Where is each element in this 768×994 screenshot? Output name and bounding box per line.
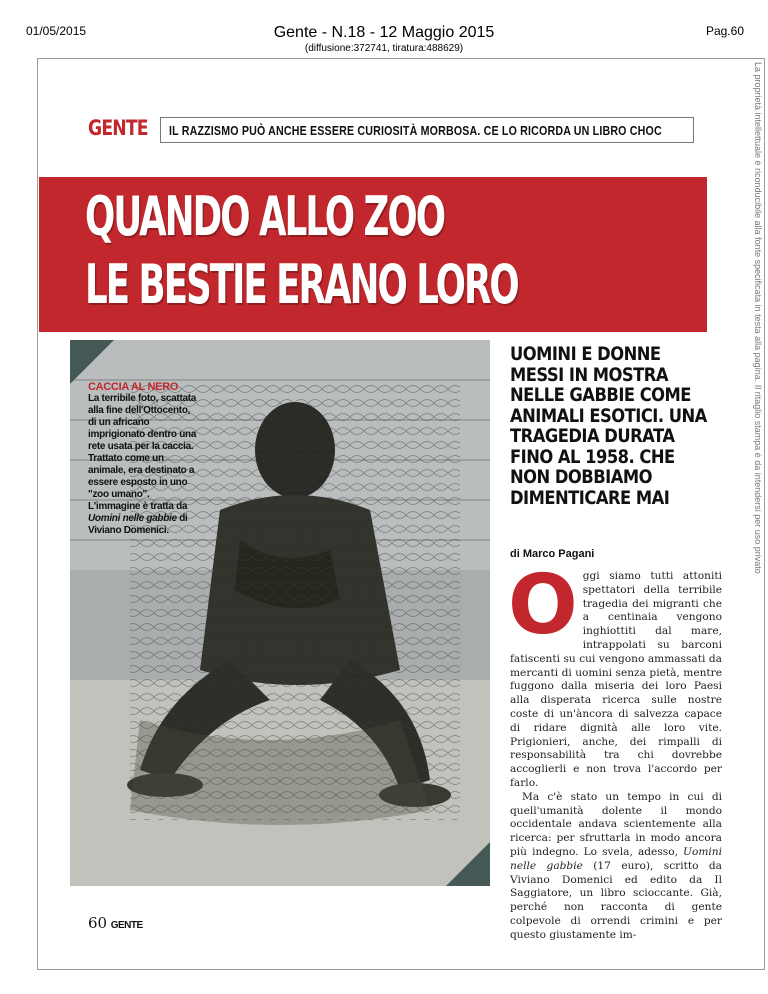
caption-text: La terribile foto, scattata alla fine dell'Ottocento, di un africano imprigionato dentro una rete usata per la caccia. Trattato come un animale, era destinato a essere esposto in uno "zoo umano". L'immagine è tratta da Uomini nelle gabbie di Viviano Domenici. <box>88 393 197 536</box>
headline-line-1: QUANDO ALLO ZOO <box>85 185 445 248</box>
drop-cap: O <box>508 558 578 653</box>
folio-number: 60 <box>88 914 108 932</box>
caption-label: CACCIA AL NERO <box>88 381 179 393</box>
publication-title: Gente - N.18 - 12 Maggio 2015 <box>273 24 495 41</box>
folio-brand: GENTE <box>110 920 143 931</box>
photo-caption <box>88 381 198 537</box>
copyright-text: La proprietà intellettuale è riconducibile alla fonte specificata in testa alla pagina. Il ritaglio stampa è da intendersi per uso privato <box>753 62 763 574</box>
corner-accent-bottom-right <box>446 842 490 886</box>
folio <box>88 914 143 932</box>
clipping-date: 01/05/2015 <box>26 24 87 38</box>
magazine-brand: GENTE <box>88 116 148 140</box>
corner-accent-top-left <box>70 340 114 384</box>
headline-banner <box>39 177 707 332</box>
kicker-box <box>160 117 694 143</box>
headline-line-2: LE BESTIE ERANO LORO <box>85 253 518 316</box>
byline: di Marco Pagani <box>510 548 595 560</box>
kicker-text: IL RAZZISMO PUÒ ANCHE ESSERE CURIOSITÀ MORBOSA. CE LO RICORDA UN LIBRO CHOC <box>169 123 662 138</box>
body-paragraph-1: ggi siamo tutti attoniti spettatori della terribile tragedia dei migranti che a centinaia vengono inghiottiti dal mare, intrappolati su barconi fatiscenti su cui vengono ammassati da mercanti di uomini senza pietà, mentre fuggono dalla miseria dei loro Paesi alla disperata ricerca sulle nostre coste di un'àncora di salvezza capace di ridare dignità alle loro vite. Prigionieri, anche, dei rimpalli di responsabilità tra chi dovrebbe accoglierli e non trova l'accordo per farlo. <box>510 570 722 789</box>
article-body <box>508 558 722 943</box>
circulation-info: (diffusione:372741, tiratura:488629) <box>304 43 464 54</box>
copyright-note <box>751 62 765 602</box>
page-number: Pag.60 <box>705 24 744 38</box>
body-paragraph-2: Ma c'è stato un tempo in cui di quell'umanità dolente il mondo occidentale andava scientemente alla ricerca: per sfruttarla in modo ancora più indegno. Lo svela, adesso, Uomini nelle gabbie (17 euro), scritto da Viviano Domenici ed edito da Il Saggiatore, un libro scioccante. Già, perché non racconta di gente colpevole di orrendi crimini e per questo giustamente im- <box>510 790 722 941</box>
article-deck: UOMINI E DONNE MESSI IN MOSTRA NELLE GABBIE COME ANIMALI ESOTICI. UNA TRAGEDIA DURATA FINO AL 1958. CHE NON DOBBIAMO DIMENTICARE MAI <box>510 343 707 509</box>
body-book-title: Uomini nelle gabbie <box>510 845 722 872</box>
caption-book-title: Uomini nelle gabbie <box>88 513 177 524</box>
